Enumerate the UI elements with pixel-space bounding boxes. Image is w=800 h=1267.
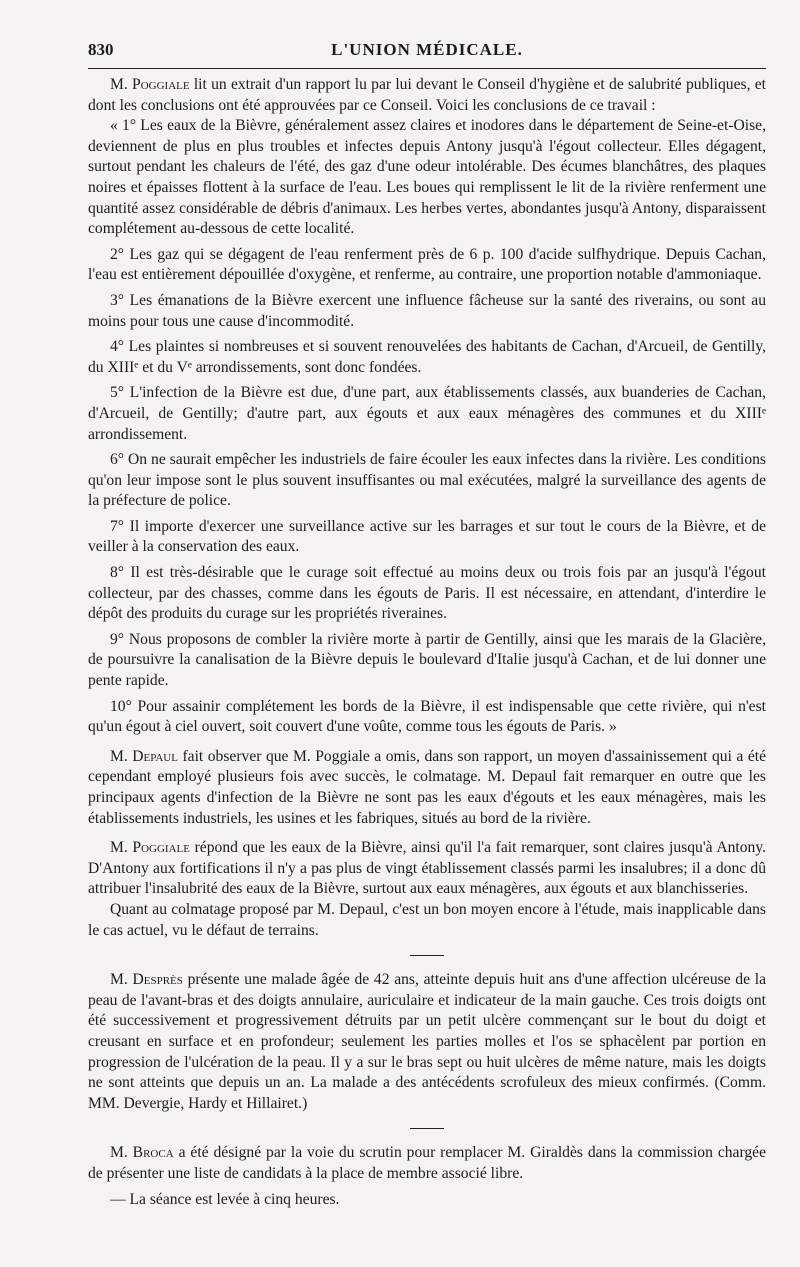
conclusion-7: 7° Il importe d'exercer une surveillance active sur les barrages et sur tout le cours de la Bièvre, et de veiller à la conservation des eaux. [88,517,766,556]
page-header [88,40,766,69]
article-body [88,75,766,1210]
speaker-name: M. Depaul [110,747,178,765]
paragraph-text: a été désigné par la voie du scrutin pour remplacer M. Giraldès dans la commission chargée de présenter une liste de candidats à la place de membre associé libre. [88,1144,767,1182]
conclusion-6: 6° On ne saurait empêcher les industriels de faire écouler les eaux infectes dans la rivière. Les conditions qu'on leur impose sont le plus souvent insuffisantes ou mal exécutées, malgré la surveillance des agents de la préfecture de police. [88,451,766,510]
paragraph-broca [88,1143,766,1184]
speaker-name: M. Broca [110,1144,174,1162]
section-divider [410,955,444,956]
journal-title: L'UNION MÉDICALE. [331,40,523,59]
conclusion-10: 10° Pour assainir complétement les bords de la Bièvre, il est indispensable que cette rivière, qui n'est qu'un égout à ciel ouvert, soit couvert d'une voûte, comme tous les égouts de Paris. » [88,697,766,736]
paragraph-poggiale-report [88,75,766,116]
speaker-name: M. Poggiale [110,76,190,93]
paragraph-text: répond que les eaux de la Bièvre, ainsi qu'il l'a fait remarquer, sont claires jusqu'à Antony. D'Antony aux fortifications il n'y a pas plus de vingt établissement classés parmi les insalubres; il a donc dû attribuer l'insalubrité des eaux de la Bièvre, surtout aux eaux ménagères, aux égouts et aux blanchisseries. [88,839,766,898]
paragraph-poggiale-reply [88,838,766,900]
section-divider [410,1128,444,1129]
paragraph-text: lit un extrait d'un rapport lu par lui devant le Conseil d'hygiène et de salubrité publiques, et dont les conclusions ont été approuvées par ce Conseil. Voici les conclusions de ce travail : [88,76,766,114]
conclusion-9: 9° Nous proposons de combler la rivière morte à partir de Gentilly, ainsi que les marais de la Glacière, de poursuivre la canalisation de la Bièvre depuis le boulevard d'Italie jusqu'à Cachan, et de lui donner une pente rapide. [88,630,766,690]
paragraph-despres [88,970,766,1114]
speaker-name: M. Poggiale [110,839,190,857]
paragraph-text: fait observer que M. Poggiale a omis, dans son rapport, un moyen d'assainissement qui a été cependant employé plusieurs fois avec succès, le colmatage. M. Depaul fait remarquer en outre que les principaux agents d'infection de la Bièvre ne sont pas les eaux d'égouts et les eaux ménagères, mais les établissements industriels, les usines et les fabriques, situés au bord de la rivière. [88,747,766,827]
paragraph-closing: — La séance est levée à cinq heures. [110,1190,340,1208]
page-number: 830 [88,40,114,59]
speaker-name: M. Desprès [110,971,183,989]
conclusion-3: 3° Les émanations de la Bièvre exercent une influence fâcheuse sur la santé des riverains, ou sont au moins pour tous une cause d'incommodité. [88,291,766,330]
conclusion-2: 2° Les gaz qui se dégagent de l'eau renferment près de 6 p. 100 d'acide sulfhydrique. Depuis Cachan, l'eau est entièrement dépouillée d'oxygène, et renferme, au contraire, une proportion notable d'ammoniaque. [88,245,766,284]
paragraph-depaul [88,747,766,829]
paragraph-colmatage: Quant au colmatage proposé par M. Depaul, c'est un bon moyen encore à l'étude, mais inapplicable dans le cas actuel, vu le défaut de terrains. [88,900,766,939]
conclusion-5: 5° L'infection de la Bièvre est due, d'une part, aux établissements classés, aux buanderies de Cachan, d'Arcueil, de Gentilly; d'autre part, aux égouts et aux eaux ménagères des communes et du XIIIᵉ arrondissement. [88,384,766,443]
conclusion-1: « 1° Les eaux de la Bièvre, généralement assez claires et inodores dans le département de Seine-et-Oise, deviennent de plus en plus troubles et infectes depuis Antony jusqu'à l'égout collecteur. Elles dégagent, surtout pendant les chaleurs de l'été, des gaz d'une odeur intolérable. Des écumes blanchâtres, des plaques noires et épaisses flottent à la surface de l'eau. Les boues qui remplissent le lit de la rivière renferment une quantité assez considérable de débris d'animaux. Les herbes vertes, abondantes jusqu'à Antony, disparaissent complétement au-dessous de cette localité. [88,117,766,238]
paragraph-text: présente une malade âgée de 42 ans, atteinte depuis huit ans d'une affection ulcéreuse de la peau de l'avant-bras et des doigts annulaire, auriculaire et indicateur de la main gauche. Ces trois doigts ont été successivement et progressivement détruits par un petit ulcère commençant sur le bout du doigt et creusant en surface et en profondeur; seulement les parties molles et l'os se sphacèlent par portion en progression de l'ulcération de la peau. Il y a sur le bras sept ou huit ulcères de même nature, mais les doigts ne sont atteints que depuis un an. La malade a des antécédents scrofuleux des mieux confirmés. (Comm. MM. Devergie, Hardy et Hillairet.) [88,971,766,1112]
conclusion-8: 8° Il est très-désirable que le curage soit effectué au moins deux ou trois fois par an jusqu'à l'égout collecteur, par des chasses, comme dans les égouts de Paris. Il est nécessaire, en attendant, d'interdire le dépôt des produits du curage sur les propriétés riveraines. [88,564,766,623]
conclusion-4: 4° Les plaintes si nombreuses et si souvent renouvelées des habitants de Cachan, d'Arcueil, de Gentilly, du XIIIᵉ et du Vᵉ arrondissements, sont donc fondées. [88,338,766,376]
